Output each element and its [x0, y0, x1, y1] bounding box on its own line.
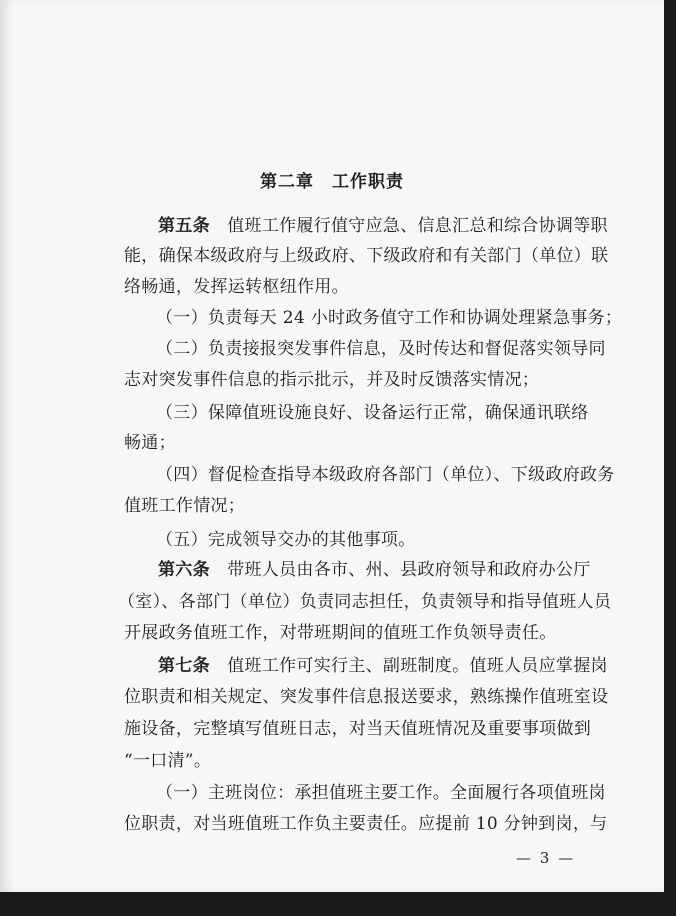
body-line: [156, 402, 589, 424]
body-line: [124, 495, 245, 517]
body-line: [124, 622, 557, 644]
body-line: [156, 464, 615, 486]
line-text: （一）负责每天 24 小时政务值守工作和协调处理紧急事务；: [156, 308, 623, 328]
body-line: [158, 655, 608, 677]
line-text: 开展政务值班工作，对带班期间的值班工作负领导责任。: [124, 623, 557, 643]
body-line: [124, 686, 608, 708]
body-line: [156, 338, 606, 360]
body-line: [124, 245, 608, 267]
line-text: （二）负责接报突发事件信息，及时传达和督促落实领导同: [156, 339, 606, 359]
line-text: 能，确保本级政府与上级政府、下级政府和有关部门（单位）联: [124, 246, 609, 266]
line-text: 施设备，完整填写值班日志，对当天值班情况及重要事项做到: [124, 719, 592, 739]
line-text: （三）保障值班设施良好、设备运行正常，确保通讯联络: [156, 403, 589, 423]
line-text: 值班工作可实行主、副班制度。值班人员应掌握岗: [209, 656, 608, 676]
body-line: [158, 215, 608, 237]
body-line: [124, 718, 591, 740]
chapter-title: 第二章 工作职责: [260, 172, 404, 192]
body-line: [118, 591, 611, 613]
line-text: 位职责和相关规定、突发事件信息报送要求，熟练操作值班室设: [124, 687, 609, 707]
body-line: [124, 750, 211, 772]
line-text: （室）、各部门（单位）负责同志担任，负责领导和指导值班人员: [118, 592, 612, 612]
line-text: （四）督促检查指导本级政府各部门（单位）、下级政府政务: [156, 465, 615, 485]
article-heading: 第五条: [158, 216, 210, 236]
body-line: [124, 813, 607, 835]
line-text: “一口清”。: [124, 751, 212, 771]
line-text: 畅通；: [124, 433, 176, 453]
body-line: [124, 276, 349, 298]
body-line: [124, 369, 539, 391]
line-text: 值班工作情况；: [124, 496, 246, 516]
body-line: [156, 529, 416, 551]
article-heading: 第六条: [158, 560, 210, 580]
line-text: 络畅通，发挥运转枢纽作用。: [124, 277, 349, 297]
line-text: 志对突发事件信息的指示批示，并及时反馈落实情况；: [124, 370, 540, 390]
line-text: 带班人员由各市、州、县政府领导和政府办公厅: [209, 560, 591, 580]
article-heading: 第七条: [158, 656, 210, 676]
body-line: [158, 559, 591, 581]
line-text: （一）主班岗位：承担值班主要工作。全面履行各项值班岗: [156, 783, 606, 803]
body-line: [156, 782, 606, 804]
body-line: [156, 307, 622, 329]
body-line: [124, 432, 176, 454]
line-text: 值班工作履行值守应急、信息汇总和综合协调等职: [209, 216, 608, 236]
line-text: （五）完成领导交办的其他事项。: [156, 530, 416, 550]
page-edge-shadow: [0, 0, 14, 892]
line-text: 位职责，对当班值班工作负主要责任。应提前 10 分钟到岗，与: [124, 814, 608, 834]
page-number: — 3 —: [516, 849, 576, 867]
